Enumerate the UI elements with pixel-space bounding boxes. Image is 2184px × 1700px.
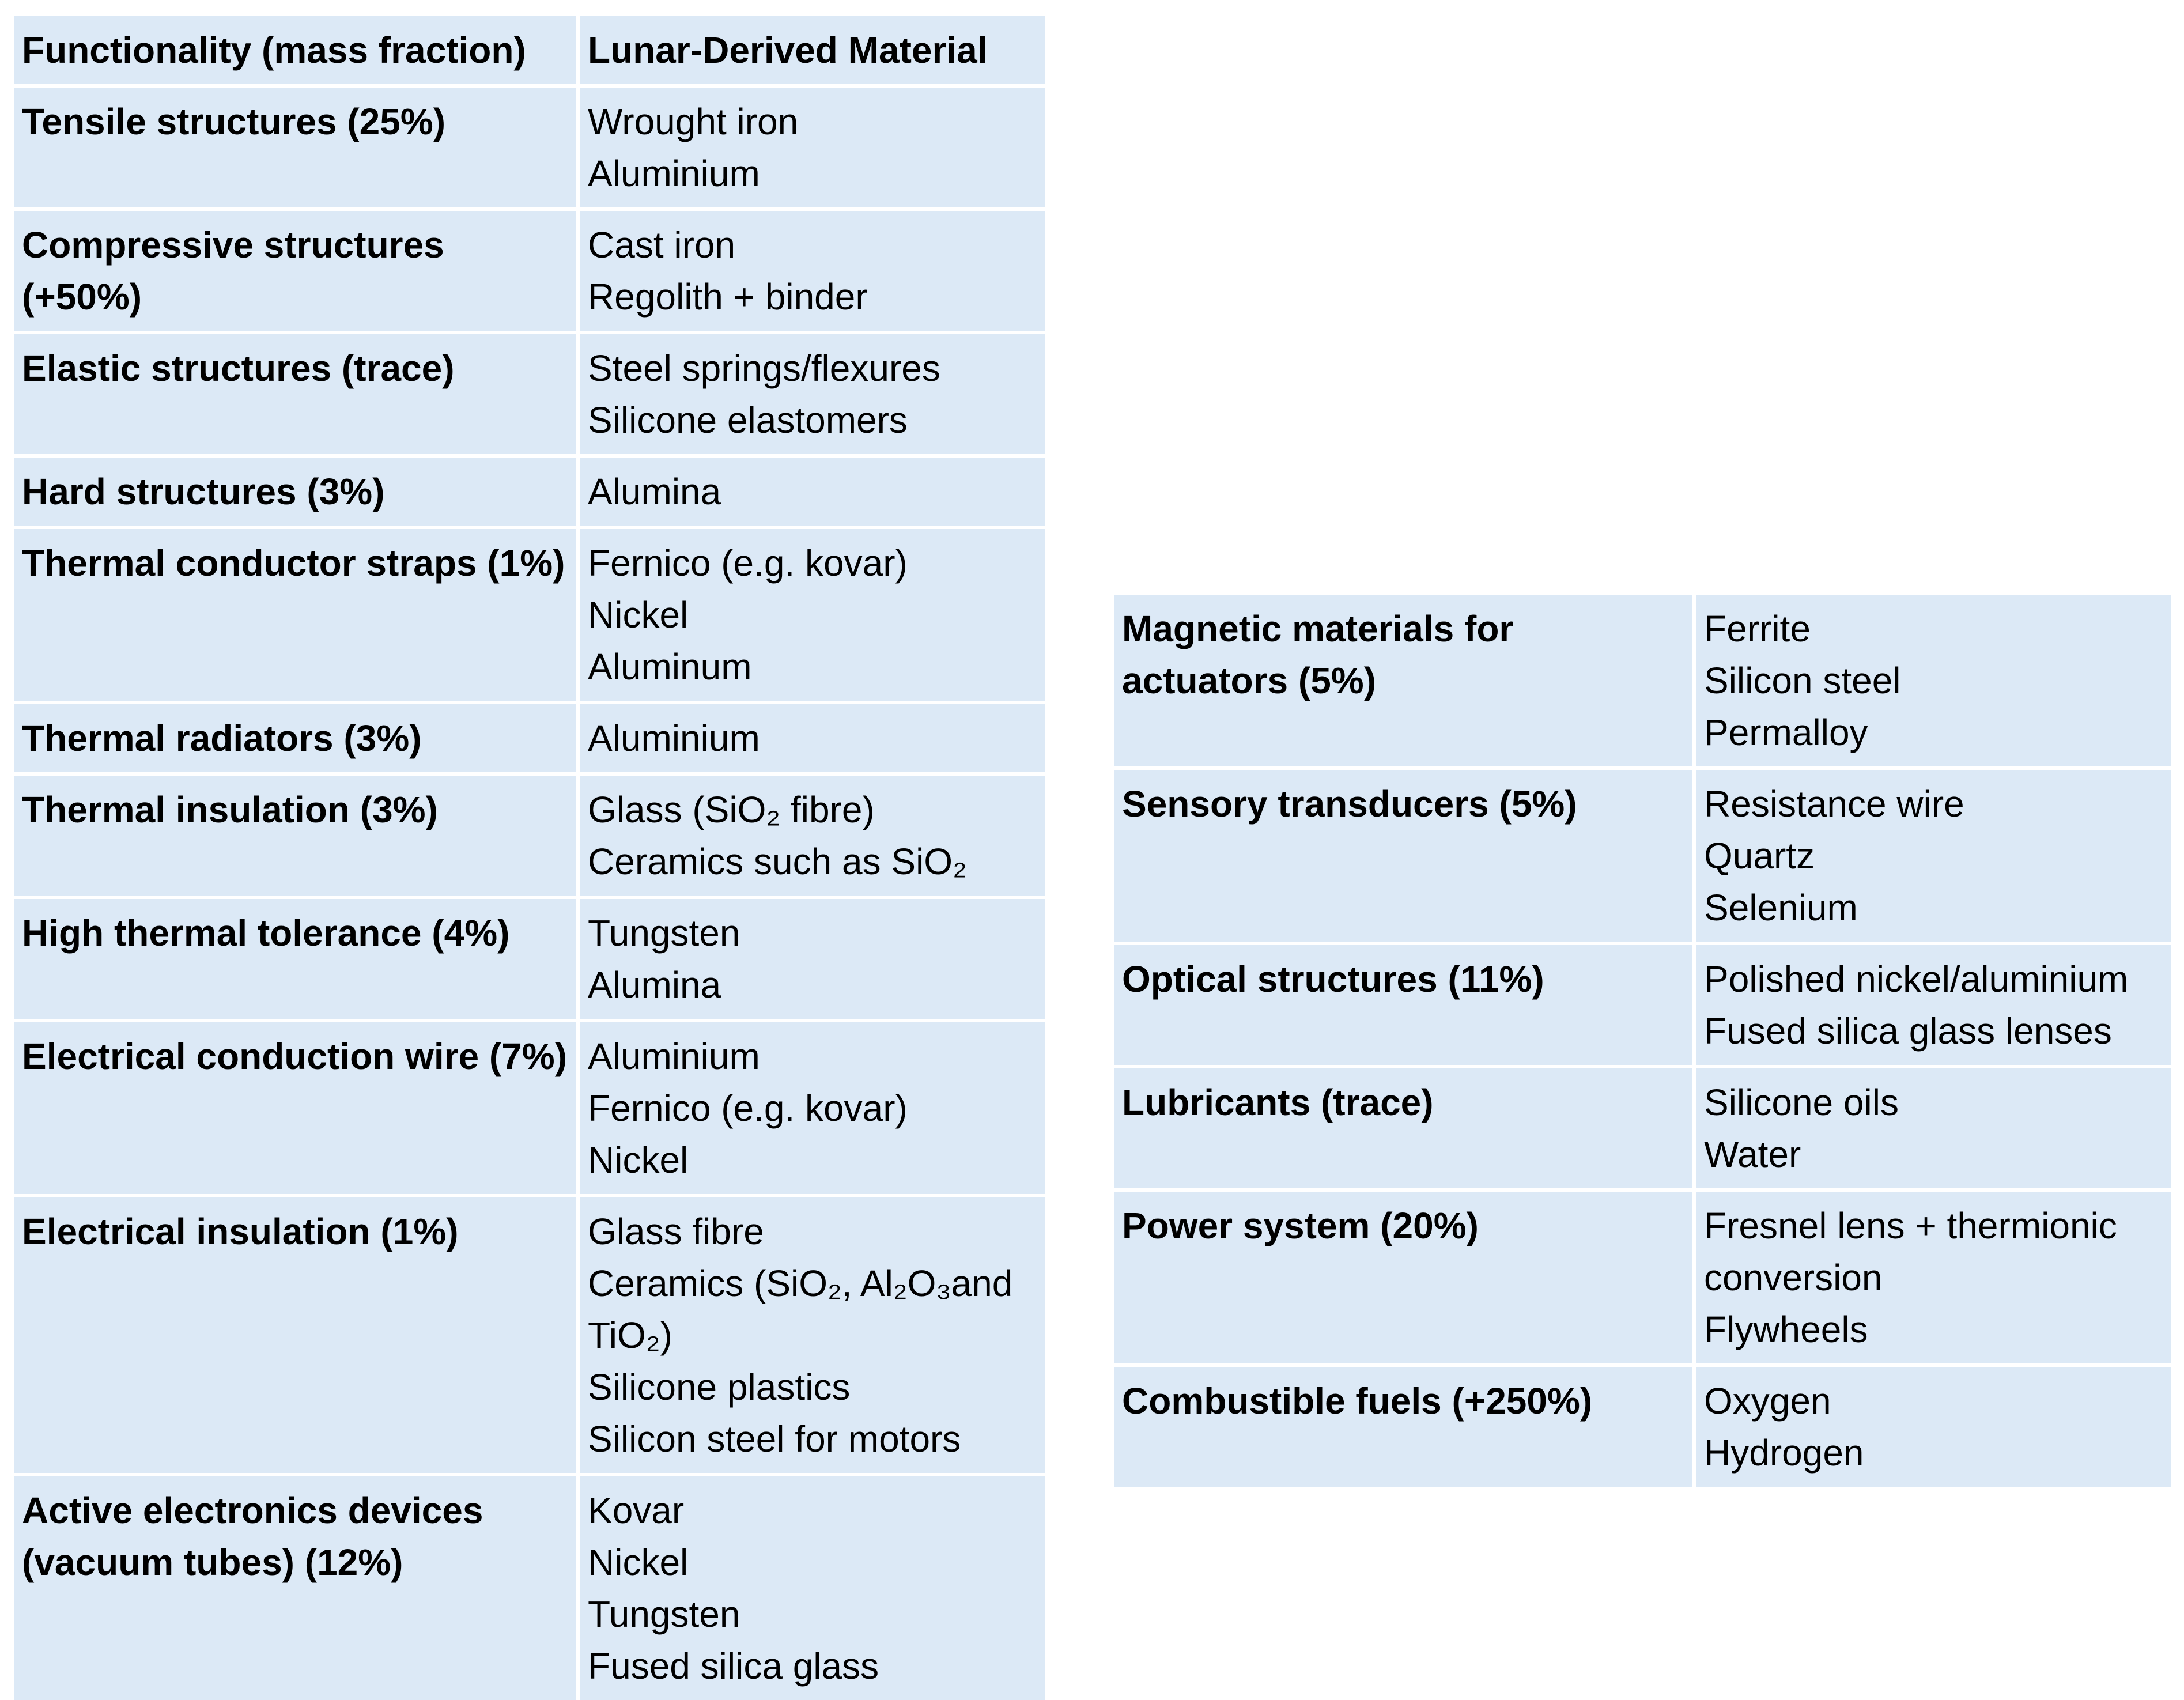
material-item: Water [1704,1134,1801,1175]
functionality-materials-table-left [14,16,1045,1700]
material-cell [1696,1367,2171,1487]
material-cell [1696,1192,2171,1367]
table-row [14,899,1045,1022]
material-cell [580,1022,1045,1197]
material-item: Steel springs/flexures [588,347,940,389]
material-item: Alumina [588,471,721,512]
right-table-body [1114,595,2171,1487]
material-item: Selenium [1704,887,1858,928]
functionality-cell: Thermal radiators (3%) [14,704,580,776]
table-row [14,1476,1045,1700]
material-item: Silicon steel [1704,660,1901,701]
material-item: Nickel [588,594,689,636]
functionality-cell: Thermal insulation (3%) [14,776,580,899]
material-item: Fernico (e.g. kovar) [588,1087,908,1129]
functionality-cell: Tensile structures (25%) [14,88,580,211]
material-item: Aluminum [588,646,752,687]
material-cell [580,776,1045,899]
material-item: Aluminium [588,153,760,194]
material-item: Ferrite [1704,608,1811,649]
table-row [14,1197,1045,1476]
material-cell [580,1197,1045,1476]
functionality-cell: Electrical insulation (1%) [14,1197,580,1476]
functionality-cell: Combustible fuels (+250%) [1114,1367,1696,1487]
material-item: Nickel [588,1542,689,1583]
material-cell [1696,945,2171,1068]
material-item: Kovar [588,1490,685,1531]
table-row [1114,945,2171,1068]
material-item: Permalloy [1704,712,1868,753]
table-row [1114,1068,2171,1192]
material-item: Regolith + binder [588,276,868,318]
material-item: Aluminium [588,717,760,759]
table-row [1114,1367,2171,1487]
material-item: Hydrogen [1704,1432,1864,1474]
material-cell [580,899,1045,1022]
material-item: Quartz [1704,835,1815,877]
functionality-cell: Compressive structures (+50%) [14,211,580,334]
material-item: Aluminium [588,1036,760,1077]
table-row [14,704,1045,776]
functionality-cell: High thermal tolerance (4%) [14,899,580,1022]
left-table-body [14,16,1045,1700]
functionality-cell: Electrical conduction wire (7%) [14,1022,580,1197]
material-item: Oxygen [1704,1380,1831,1422]
table-row [14,88,1045,211]
material-cell [580,458,1045,529]
material-item: Fused silica glass [588,1645,879,1687]
material-item: Flywheels [1704,1309,1868,1350]
table-row [14,211,1045,334]
table-row [14,334,1045,458]
material-item: Alumina [588,964,721,1006]
header-functionality: Functionality (mass fraction) [14,16,580,88]
material-item: Tungsten [588,1593,740,1635]
material-item: Tungsten [588,912,740,954]
material-item: Fernico (e.g. kovar) [588,542,908,584]
functionality-cell: Hard structures (3%) [14,458,580,529]
material-item: Polished nickel/aluminium [1704,958,2129,1000]
functionality-cell: Thermal conductor straps (1%) [14,529,580,704]
material-item: Ceramics such as SiO₂ [588,841,967,882]
material-item: Wrought iron [588,101,799,142]
material-item: Ceramics (SiO₂, Al₂O₃and TiO₂) [588,1263,1013,1356]
material-cell [580,211,1045,334]
material-cell [580,704,1045,776]
table-row [1114,595,2171,770]
material-item: Silicone oils [1704,1082,1899,1123]
material-item: Silicone plastics [588,1366,851,1408]
table-header-row [14,16,1045,88]
functionality-cell: Lubricants (trace) [1114,1068,1696,1192]
material-item: Silicon steel for motors [588,1418,961,1460]
functionality-cell: Active electronics devices (vacuum tubes) (12%) [14,1476,580,1700]
table-row [1114,1192,2171,1367]
material-cell [580,334,1045,458]
material-item: Cast iron [588,224,736,266]
material-item: Glass (SiO₂ fibre) [588,789,875,830]
material-cell [580,1476,1045,1700]
table-row [14,458,1045,529]
material-item: Fused silica glass lenses [1704,1010,2112,1052]
material-item: Glass fibre [588,1211,764,1252]
functionality-cell: Sensory transducers (5%) [1114,770,1696,945]
functionality-cell: Magnetic materials for actuators (5%) [1114,595,1696,770]
material-item: Resistance wire [1704,783,1964,825]
material-item: Fresnel lens + thermionic conversion [1704,1205,2117,1298]
material-cell [580,88,1045,211]
table-row [14,776,1045,899]
material-item: Silicone elastomers [588,399,908,441]
table-row [14,529,1045,704]
header-material: Lunar-Derived Material [580,16,1045,88]
material-cell [1696,1068,2171,1192]
functionality-cell: Power system (20%) [1114,1192,1696,1367]
material-item: Nickel [588,1139,689,1181]
functionality-cell: Optical structures (11%) [1114,945,1696,1068]
table-row [1114,770,2171,945]
functionality-cell: Elastic structures (trace) [14,334,580,458]
material-cell [1696,595,2171,770]
material-cell [1696,770,2171,945]
material-cell [580,529,1045,704]
functionality-materials-table-right [1114,595,2171,1487]
table-row [14,1022,1045,1197]
